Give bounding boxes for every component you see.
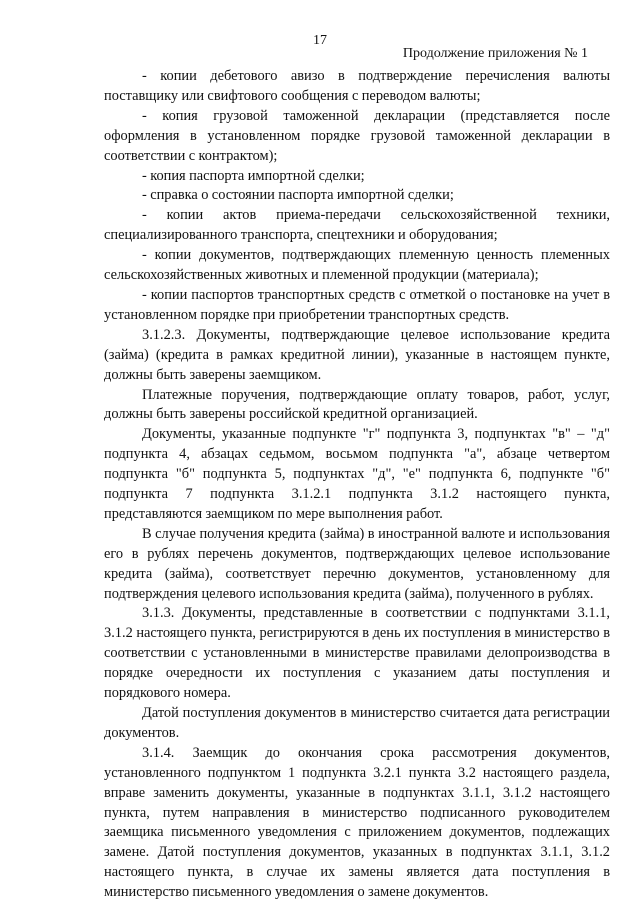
paragraph-debit-advice: - копии дебетового авизо в подтверждение перечисления валюты поставщику или свифтового сообщения с переводом валюты; — [104, 68, 610, 104]
paragraph-vehicle-passports: - копии паспортов транспортных средств с отметкой о постановке на учет в установленном порядке при приобретении транспортных средств. — [104, 286, 610, 323]
document-body — [104, 67, 610, 903]
paragraph-acceptance-acts: - копии актов приема-передачи сельскохозяйственной техники, специализированного транспорта, спецтехники и оборудования; — [104, 207, 610, 244]
paragraph-documents-subpoints: Документы, указанные подпункте "г" подпункта 3, подпунктах "в" – "д" подпункта 4, абзацах седьмом, восьмом подпункта "а", абзаце четвертом подпункта "б" подпункта 5, подпунктах "д", "е" подпункта 6, подпункте "б" подпункта 7 подпункта 3.1.2.1 подпункта 3.1.2 настоящего пункта, представляются заемщиком по мере выполнения работ. — [104, 426, 610, 522]
paragraph-3-1-3: 3.1.3. Документы, представленные в соответствии с подпунктами 3.1.1, 3.1.2 настоящего пункта, регистрируются в день их поступления в министерство в соответствии с установленными в министерстве правилами делопроизводства в порядке очередности их поступления с указанием даты поступления и порядкового номера. — [104, 605, 610, 702]
paragraph-import-passport: - копия паспорта импортной сделки; — [142, 167, 365, 184]
paragraph-3-1-4: 3.1.4. Заемщик до окончания срока рассмотрения документов, установленного подпунктом 1 подпункта 3.2.1 пункта 3.2 настоящего раздела, вправе заменить документы, указанные в подпунктах 3.1.1, 3.1.2 настоящего пункта, путем направления в министерство подписанного руководителем заемщика письменного уведомления с приложением документов, подлежащих замене. Датой поступления документов, указанных в подпунктах 3.1.1, 3.1.2 настоящего пункта, в случае их замены является дата поступления в министерство письменного уведомления о замене документов. — [104, 744, 610, 901]
paragraph-breeding-documents: - копии документов, подтверждающих племенную ценность племенных сельскохозяйственных животных и племенной продукции (материала); — [104, 247, 610, 284]
appendix-continuation-note: Продолжение приложения № 1 — [402, 46, 588, 61]
page-number: 17 — [313, 33, 327, 48]
paragraph-registration-date: Датой поступления документов в министерство считается дата регистрации документов. — [104, 705, 610, 741]
paragraph-customs-declaration: - копия грузовой таможенной декларации (представляется после оформления в установленном порядке грузовой таможенной декларации в соответствии с контрактом); — [104, 107, 610, 164]
paragraph-foreign-currency: В случае получения кредита (займа) в иностранной валюте и использования его в рублях перечень документов, подтверждающих целевое использование кредита (займа), соответствует перечню документов, установленному для подтверждения целевого использования кредита (займа), полученного в рублях. — [104, 525, 610, 602]
paragraph-passport-status: - справка о состоянии паспорта импортной сделки; — [142, 187, 454, 204]
paragraph-3-1-2-3: 3.1.2.3. Документы, подтверждающие целевое использование кредита (займа) (кредита в рамках кредитной линии), указанные в настоящем пункте, должны быть заверены заемщиком. — [104, 326, 610, 383]
paragraph-payment-orders: Платежные поручения, подтверждающие оплату товаров, работ, услуг, должны быть заверены российской кредитной организацией. — [104, 386, 610, 423]
